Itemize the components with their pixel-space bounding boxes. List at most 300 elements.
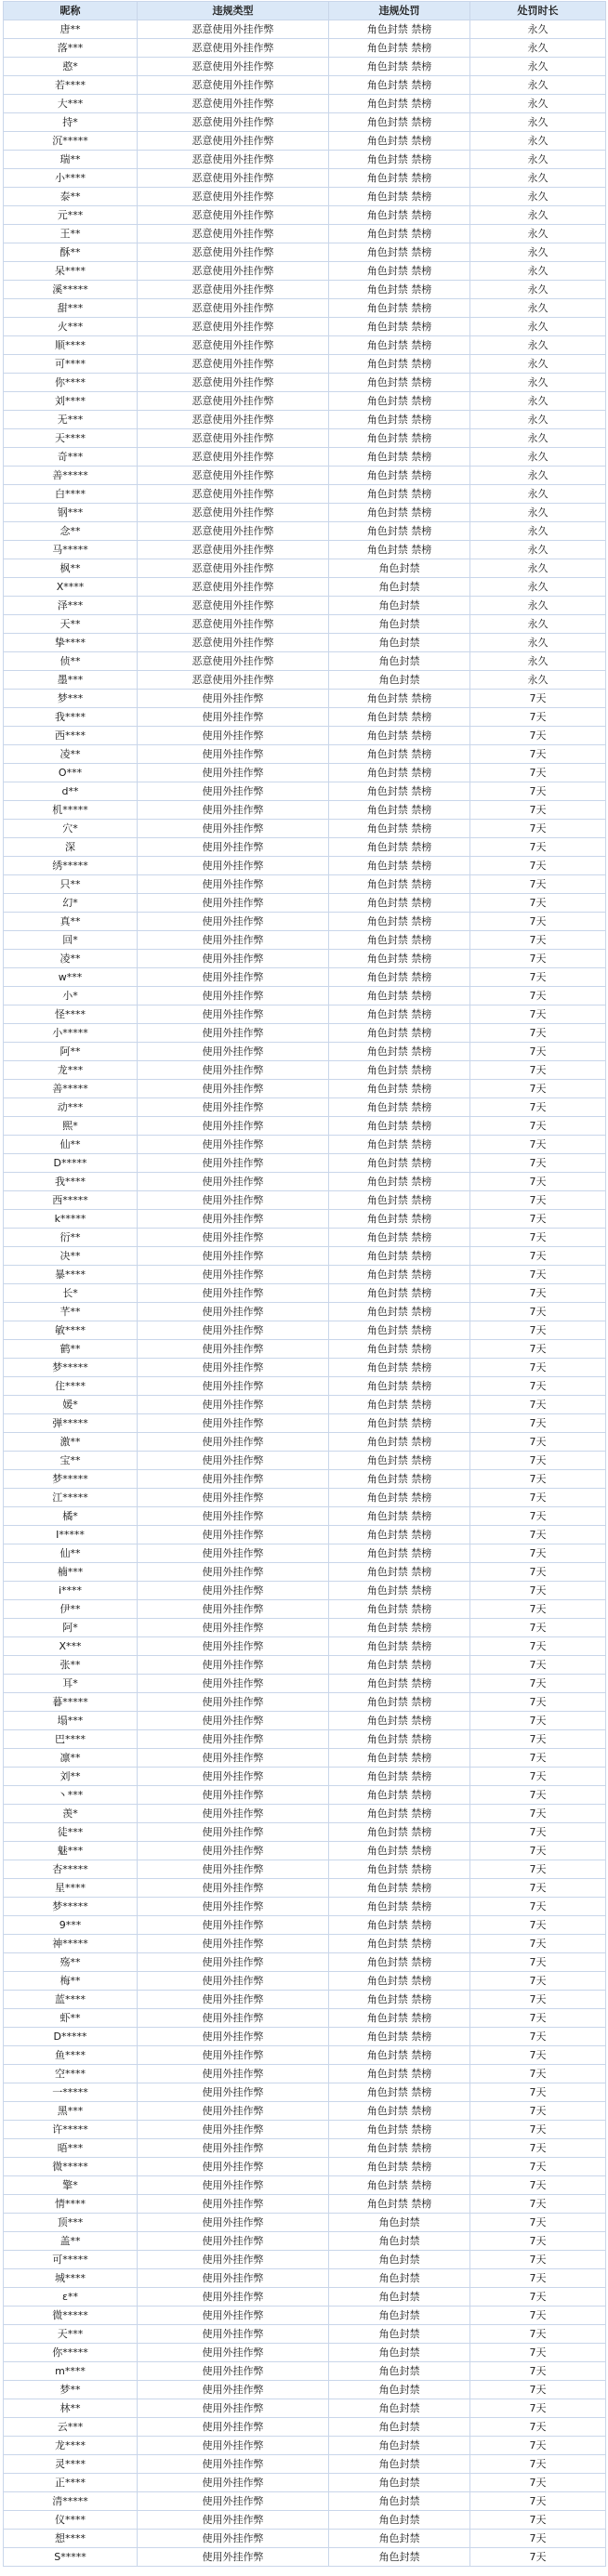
cell-duration: 7天 [470, 745, 606, 764]
cell-duration: 永久 [470, 485, 606, 504]
cell-nickname: 住**** [4, 1377, 138, 1396]
cell-nickname: 激** [4, 1433, 138, 1452]
cell-violation-type: 使用外挂作弊 [138, 2492, 329, 2511]
cell-penalty: 角色封禁 禁榜 [329, 913, 470, 931]
cell-nickname: 奇*** [4, 448, 138, 467]
cell-nickname: 蓝**** [4, 1991, 138, 2009]
cell-violation-type: 使用外挂作弊 [138, 2418, 329, 2437]
cell-nickname: S***** [4, 2548, 138, 2567]
cell-penalty: 角色封禁 禁榜 [329, 522, 470, 541]
cell-duration: 7天 [470, 1712, 606, 1730]
cell-nickname: 伊** [4, 1600, 138, 1619]
cell-violation-type: 使用外挂作弊 [138, 875, 329, 894]
cell-nickname: 怪**** [4, 1005, 138, 1024]
cell-violation-type: 恶意使用外挂作弊 [138, 262, 329, 281]
cell-violation-type: 恶意使用外挂作弊 [138, 541, 329, 559]
table-row [4, 2158, 606, 2176]
cell-duration: 7天 [470, 1247, 606, 1266]
cell-nickname: 宝** [4, 1452, 138, 1470]
cell-violation-type: 使用外挂作弊 [138, 1972, 329, 1991]
cell-nickname: 阿** [4, 1043, 138, 1061]
cell-duration: 7天 [470, 2083, 606, 2102]
cell-duration: 7天 [470, 1098, 606, 1117]
table-row [4, 838, 606, 857]
table-row [4, 20, 606, 39]
cell-violation-type: 恶意使用外挂作弊 [138, 58, 329, 76]
cell-violation-type: 使用外挂作弊 [138, 2214, 329, 2232]
cell-nickname: 龙**** [4, 2437, 138, 2455]
table-row [4, 913, 606, 931]
cell-penalty: 角色封禁 禁榜 [329, 20, 470, 39]
table-row [4, 1210, 606, 1229]
cell-duration: 7天 [470, 782, 606, 801]
cell-violation-type: 使用外挂作弊 [138, 690, 329, 708]
cell-nickname: 楠*** [4, 1563, 138, 1582]
table-row [4, 1321, 606, 1340]
cell-duration: 7天 [470, 1675, 606, 1693]
cell-penalty: 角色封禁 [329, 2530, 470, 2548]
cell-penalty: 角色封禁 [329, 2437, 470, 2455]
table-row [4, 1266, 606, 1284]
column-header-nickname: 昵称 [4, 2, 138, 20]
cell-violation-type: 使用外挂作弊 [138, 2009, 329, 2028]
cell-violation-type: 使用外挂作弊 [138, 2158, 329, 2176]
cell-duration: 永久 [470, 336, 606, 355]
table-row [4, 1098, 606, 1117]
cell-penalty: 角色封禁 禁榜 [329, 39, 470, 58]
cell-duration: 永久 [470, 169, 606, 188]
cell-duration: 永久 [470, 559, 606, 578]
cell-nickname: 回* [4, 931, 138, 950]
cell-violation-type: 使用外挂作弊 [138, 987, 329, 1005]
cell-duration: 7天 [470, 2399, 606, 2418]
table-row [4, 76, 606, 95]
cell-penalty: 角色封禁 禁榜 [329, 206, 470, 225]
cell-nickname: 刘**** [4, 392, 138, 411]
cell-nickname: 林** [4, 2399, 138, 2418]
table-row [4, 1656, 606, 1675]
cell-penalty: 角色封禁 [329, 2381, 470, 2399]
cell-penalty: 角色封禁 禁榜 [329, 504, 470, 522]
cell-nickname: 星**** [4, 1879, 138, 1898]
cell-nickname: 元*** [4, 206, 138, 225]
cell-violation-type: 使用外挂作弊 [138, 857, 329, 875]
cell-violation-type: 恶意使用外挂作弊 [138, 169, 329, 188]
table-row [4, 355, 606, 374]
table-row [4, 1916, 606, 1935]
cell-duration: 7天 [470, 950, 606, 968]
cell-penalty: 角色封禁 禁榜 [329, 2158, 470, 2176]
cell-duration: 7天 [470, 1935, 606, 1953]
cell-violation-type: 使用外挂作弊 [138, 2251, 329, 2269]
cell-nickname: m**** [4, 2362, 138, 2381]
cell-violation-type: 恶意使用外挂作弊 [138, 615, 329, 634]
cell-nickname: 穴* [4, 820, 138, 838]
cell-violation-type: 使用外挂作弊 [138, 2455, 329, 2474]
cell-violation-type: 使用外挂作弊 [138, 1935, 329, 1953]
table-row [4, 2455, 606, 2474]
cell-duration: 7天 [470, 2344, 606, 2362]
table-row [4, 225, 606, 243]
cell-duration: 7天 [470, 1061, 606, 1080]
cell-violation-type: 使用外挂作弊 [138, 1730, 329, 1749]
table-row [4, 1005, 606, 1024]
cell-violation-type: 使用外挂作弊 [138, 1860, 329, 1879]
cell-duration: 永久 [470, 597, 606, 615]
cell-violation-type: 使用外挂作弊 [138, 1098, 329, 1117]
cell-nickname: 塌*** [4, 1712, 138, 1730]
cell-violation-type: 使用外挂作弊 [138, 801, 329, 820]
cell-violation-type: 恶意使用外挂作弊 [138, 485, 329, 504]
table-row [4, 782, 606, 801]
cell-penalty: 角色封禁 禁榜 [329, 1712, 470, 1730]
cell-penalty: 角色封禁 禁榜 [329, 374, 470, 392]
cell-nickname: 黑*** [4, 2102, 138, 2121]
cell-violation-type: 恶意使用外挂作弊 [138, 151, 329, 169]
table-row [4, 2362, 606, 2381]
cell-nickname: 羡* [4, 1805, 138, 1823]
cell-penalty: 角色封禁 [329, 2511, 470, 2530]
cell-penalty: 角色封禁 禁榜 [329, 1991, 470, 2009]
cell-penalty: 角色封禁 禁榜 [329, 950, 470, 968]
cell-duration: 7天 [470, 1526, 606, 1544]
table-row [4, 2121, 606, 2139]
cell-nickname: 善***** [4, 1080, 138, 1098]
table-row [4, 429, 606, 448]
table-row [4, 2176, 606, 2195]
cell-violation-type: 使用外挂作弊 [138, 1080, 329, 1098]
cell-penalty: 角色封禁 [329, 2548, 470, 2567]
cell-penalty: 角色封禁 禁榜 [329, 225, 470, 243]
column-header-violation-type: 违规类型 [138, 2, 329, 20]
cell-nickname: d** [4, 782, 138, 801]
cell-penalty: 角色封禁 禁榜 [329, 2102, 470, 2121]
table-row [4, 262, 606, 281]
cell-violation-type: 恶意使用外挂作弊 [138, 113, 329, 132]
cell-duration: 7天 [470, 2232, 606, 2251]
table-row [4, 2288, 606, 2307]
table-row [4, 1619, 606, 1637]
cell-violation-type: 恶意使用外挂作弊 [138, 95, 329, 113]
cell-duration: 永久 [470, 76, 606, 95]
table-row [4, 281, 606, 299]
cell-penalty: 角色封禁 禁榜 [329, 336, 470, 355]
cell-penalty: 角色封禁 禁榜 [329, 1693, 470, 1712]
cell-violation-type: 使用外挂作弊 [138, 2530, 329, 2548]
cell-violation-type: 恶意使用外挂作弊 [138, 374, 329, 392]
cell-nickname: 丶*** [4, 1786, 138, 1805]
cell-penalty: 角色封禁 [329, 671, 470, 690]
cell-violation-type: 使用外挂作弊 [138, 1656, 329, 1675]
cell-violation-type: 使用外挂作弊 [138, 913, 329, 931]
cell-duration: 7天 [470, 1823, 606, 1842]
cell-duration: 7天 [470, 1600, 606, 1619]
cell-duration: 永久 [470, 95, 606, 113]
cell-violation-type: 恶意使用外挂作弊 [138, 243, 329, 262]
cell-nickname: 真** [4, 913, 138, 931]
cell-violation-type: 使用外挂作弊 [138, 1637, 329, 1656]
cell-violation-type: 使用外挂作弊 [138, 1600, 329, 1619]
table-row [4, 1953, 606, 1972]
cell-nickname: 云*** [4, 2418, 138, 2437]
cell-violation-type: 恶意使用外挂作弊 [138, 281, 329, 299]
table-row [4, 1080, 606, 1098]
cell-nickname: 灵**** [4, 2455, 138, 2474]
cell-duration: 7天 [470, 2474, 606, 2492]
cell-nickname: ε** [4, 2288, 138, 2307]
cell-penalty: 角色封禁 禁榜 [329, 857, 470, 875]
cell-nickname: 墨*** [4, 671, 138, 690]
table-row [4, 745, 606, 764]
table-row [4, 1823, 606, 1842]
cell-nickname: 仙** [4, 1136, 138, 1154]
cell-penalty: 角色封禁 禁榜 [329, 1154, 470, 1173]
cell-nickname: 钢*** [4, 504, 138, 522]
cell-violation-type: 使用外挂作弊 [138, 1191, 329, 1210]
cell-nickname: 甜*** [4, 299, 138, 318]
cell-violation-type: 恶意使用外挂作弊 [138, 448, 329, 467]
cell-duration: 永久 [470, 20, 606, 39]
cell-duration: 7天 [470, 1693, 606, 1712]
table-header [4, 2, 606, 20]
cell-violation-type: 恶意使用外挂作弊 [138, 318, 329, 336]
cell-violation-type: 使用外挂作弊 [138, 1321, 329, 1340]
table-row [4, 2065, 606, 2083]
cell-duration: 永久 [470, 652, 606, 671]
cell-penalty: 角色封禁 禁榜 [329, 1136, 470, 1154]
cell-nickname: 可***** [4, 2251, 138, 2269]
cell-penalty: 角色封禁 禁榜 [329, 318, 470, 336]
table-row [4, 1173, 606, 1191]
cell-nickname: 微***** [4, 2307, 138, 2325]
cell-duration: 永久 [470, 206, 606, 225]
cell-duration: 7天 [470, 2381, 606, 2399]
cell-violation-type: 使用外挂作弊 [138, 2511, 329, 2530]
table-row [4, 2102, 606, 2121]
table-row [4, 2195, 606, 2214]
cell-penalty: 角色封禁 禁榜 [329, 820, 470, 838]
table-row [4, 1452, 606, 1470]
table-row [4, 374, 606, 392]
cell-nickname: 媛* [4, 1396, 138, 1414]
cell-nickname: 幻* [4, 894, 138, 913]
cell-penalty: 角色封禁 禁榜 [329, 1191, 470, 1210]
cell-duration: 7天 [470, 1749, 606, 1768]
cell-penalty: 角色封禁 [329, 2325, 470, 2344]
cell-violation-type: 使用外挂作弊 [138, 894, 329, 913]
cell-nickname: 9*** [4, 1916, 138, 1935]
table-row [4, 2418, 606, 2437]
cell-violation-type: 使用外挂作弊 [138, 2139, 329, 2158]
cell-duration: 7天 [470, 2288, 606, 2307]
cell-violation-type: 使用外挂作弊 [138, 745, 329, 764]
table-row [4, 151, 606, 169]
cell-nickname: 一***** [4, 2083, 138, 2102]
cell-nickname: 呆**** [4, 262, 138, 281]
cell-violation-type: 使用外挂作弊 [138, 1414, 329, 1433]
cell-penalty: 角色封禁 禁榜 [329, 1340, 470, 1359]
cell-duration: 7天 [470, 1582, 606, 1600]
cell-violation-type: 使用外挂作弊 [138, 2381, 329, 2399]
table-row [4, 2492, 606, 2511]
cell-violation-type: 使用外挂作弊 [138, 1768, 329, 1786]
table-row [4, 1043, 606, 1061]
cell-duration: 7天 [470, 2009, 606, 2028]
cell-penalty: 角色封禁 禁榜 [329, 1637, 470, 1656]
cell-nickname: 顺**** [4, 336, 138, 355]
cell-violation-type: 使用外挂作弊 [138, 1396, 329, 1414]
cell-violation-type: 恶意使用外挂作弊 [138, 132, 329, 151]
cell-violation-type: 使用外挂作弊 [138, 2399, 329, 2418]
cell-nickname: 枫** [4, 559, 138, 578]
cell-penalty: 角色封禁 禁榜 [329, 485, 470, 504]
table-row [4, 1860, 606, 1879]
cell-duration: 永久 [470, 355, 606, 374]
cell-nickname: 巴**** [4, 1730, 138, 1749]
table-row [4, 243, 606, 262]
cell-penalty: 角色封禁 禁榜 [329, 281, 470, 299]
cell-penalty: 角色封禁 禁榜 [329, 1247, 470, 1266]
cell-duration: 7天 [470, 1637, 606, 1656]
cell-penalty: 角色封禁 禁榜 [329, 169, 470, 188]
cell-violation-type: 使用外挂作弊 [138, 727, 329, 745]
table-row [4, 2028, 606, 2046]
cell-nickname: 沉***** [4, 132, 138, 151]
cell-duration: 7天 [470, 2139, 606, 2158]
cell-penalty: 角色封禁 禁榜 [329, 1972, 470, 1991]
cell-penalty: 角色封禁 禁榜 [329, 1805, 470, 1823]
cell-violation-type: 使用外挂作弊 [138, 1953, 329, 1972]
cell-penalty: 角色封禁 禁榜 [329, 2121, 470, 2139]
cell-penalty: 角色封禁 禁榜 [329, 1916, 470, 1935]
cell-duration: 7天 [470, 2437, 606, 2455]
cell-duration: 7天 [470, 1433, 606, 1452]
cell-duration: 7天 [470, 2176, 606, 2195]
cell-penalty: 角色封禁 禁榜 [329, 1396, 470, 1414]
table-row [4, 1730, 606, 1749]
cell-nickname: 决** [4, 1247, 138, 1266]
cell-violation-type: 恶意使用外挂作弊 [138, 392, 329, 411]
cell-nickname: 绣***** [4, 857, 138, 875]
cell-nickname: 刘** [4, 1768, 138, 1786]
cell-penalty: 角色封禁 禁榜 [329, 411, 470, 429]
cell-duration: 7天 [470, 2530, 606, 2548]
cell-duration: 7天 [470, 1136, 606, 1154]
cell-nickname: 可**** [4, 355, 138, 374]
cell-nickname: 江***** [4, 1489, 138, 1507]
cell-violation-type: 使用外挂作弊 [138, 1619, 329, 1637]
cell-violation-type: 使用外挂作弊 [138, 1154, 329, 1173]
cell-violation-type: 使用外挂作弊 [138, 1470, 329, 1489]
cell-nickname: 殇** [4, 1953, 138, 1972]
cell-violation-type: 恶意使用外挂作弊 [138, 299, 329, 318]
cell-penalty: 角色封禁 禁榜 [329, 1953, 470, 1972]
cell-duration: 永久 [470, 671, 606, 690]
cell-penalty: 角色封禁 禁榜 [329, 782, 470, 801]
cell-penalty: 角色封禁 禁榜 [329, 2176, 470, 2195]
cell-violation-type: 使用外挂作弊 [138, 2102, 329, 2121]
cell-duration: 永久 [470, 188, 606, 206]
cell-duration: 7天 [470, 1210, 606, 1229]
cell-nickname: 泽*** [4, 597, 138, 615]
cell-duration: 7天 [470, 1154, 606, 1173]
cell-violation-type: 使用外挂作弊 [138, 1266, 329, 1284]
table-row [4, 1898, 606, 1916]
table-row [4, 2214, 606, 2232]
table-row [4, 1507, 606, 1526]
cell-duration: 7天 [470, 690, 606, 708]
cell-duration: 7天 [470, 727, 606, 745]
cell-violation-type: 使用外挂作弊 [138, 1061, 329, 1080]
cell-duration: 7天 [470, 2511, 606, 2530]
cell-violation-type: 恶意使用外挂作弊 [138, 336, 329, 355]
cell-penalty: 角色封禁 禁榜 [329, 1024, 470, 1043]
table-row [4, 1935, 606, 1953]
cell-nickname: 天*** [4, 2325, 138, 2344]
cell-violation-type: 恶意使用外挂作弊 [138, 522, 329, 541]
cell-nickname: i**** [4, 1582, 138, 1600]
table-row [4, 541, 606, 559]
cell-penalty: 角色封禁 禁榜 [329, 838, 470, 857]
table-row [4, 336, 606, 355]
table-row [4, 1433, 606, 1452]
cell-penalty: 角色封禁 [329, 2214, 470, 2232]
cell-penalty: 角色封禁 禁榜 [329, 448, 470, 467]
cell-nickname: 弹***** [4, 1414, 138, 1433]
table-row [4, 1842, 606, 1860]
table-row [4, 169, 606, 188]
table-row [4, 411, 606, 429]
table-row [4, 1489, 606, 1507]
cell-duration: 7天 [470, 1489, 606, 1507]
cell-violation-type: 恶意使用外挂作弊 [138, 634, 329, 652]
table-row [4, 95, 606, 113]
cell-nickname: 擎* [4, 2176, 138, 2195]
table-row [4, 1675, 606, 1693]
cell-duration: 7天 [470, 820, 606, 838]
cell-duration: 永久 [470, 39, 606, 58]
table-row [4, 1340, 606, 1359]
cell-nickname: 梦*** [4, 690, 138, 708]
cell-penalty: 角色封禁 禁榜 [329, 188, 470, 206]
cell-duration: 7天 [470, 875, 606, 894]
cell-nickname: 想**** [4, 2530, 138, 2548]
table-row [4, 690, 606, 708]
column-header-penalty: 违规处罚 [329, 2, 470, 20]
cell-penalty: 角色封禁 禁榜 [329, 151, 470, 169]
table-row [4, 2437, 606, 2455]
cell-duration: 7天 [470, 1321, 606, 1340]
cell-duration: 永久 [470, 411, 606, 429]
cell-penalty: 角色封禁 禁榜 [329, 987, 470, 1005]
cell-violation-type: 使用外挂作弊 [138, 1210, 329, 1229]
cell-penalty: 角色封禁 禁榜 [329, 1173, 470, 1191]
cell-penalty: 角色封禁 禁榜 [329, 1898, 470, 1916]
cell-penalty: 角色封禁 禁榜 [329, 262, 470, 281]
cell-nickname: 衍** [4, 1229, 138, 1247]
cell-violation-type: 使用外挂作弊 [138, 2083, 329, 2102]
cell-violation-type: 恶意使用外挂作弊 [138, 39, 329, 58]
header-row [4, 2, 606, 20]
cell-nickname: 盖** [4, 2232, 138, 2251]
cell-nickname: 正**** [4, 2474, 138, 2492]
cell-penalty: 角色封禁 禁榜 [329, 1414, 470, 1433]
cell-nickname: 持* [4, 113, 138, 132]
cell-duration: 7天 [470, 1656, 606, 1675]
cell-violation-type: 使用外挂作弊 [138, 2288, 329, 2307]
cell-violation-type: 使用外挂作弊 [138, 2269, 329, 2288]
cell-violation-type: 使用外挂作弊 [138, 1544, 329, 1563]
